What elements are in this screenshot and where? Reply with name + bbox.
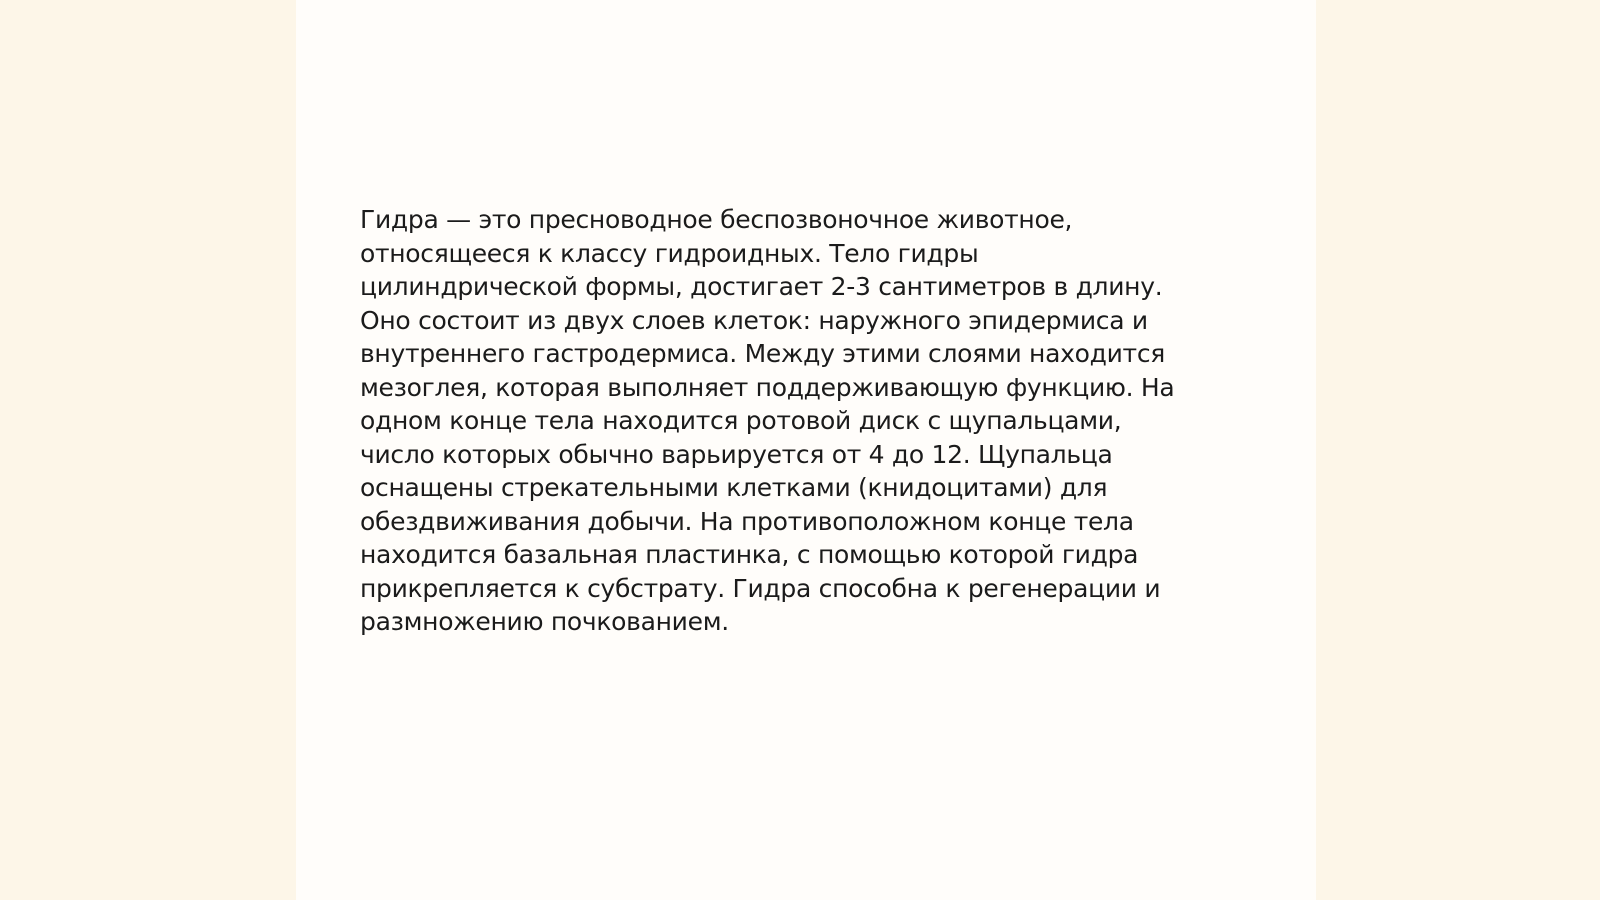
paragraph-line: Оно состоит из двух слоев клеток: наружного эпидермиса и [360,305,1148,335]
paragraph-line: оснащены стрекательными клетками (книдоцитами) для [360,473,1108,502]
slide [296,0,1316,900]
paragraph-line: одном конце тела находится ротовой диск с щупальцами, [360,406,1122,435]
body-paragraph [360,203,1240,639]
paragraph-line: цилиндрической формы, достигает 2-3 сантиметров в длину. [360,272,1163,301]
paragraph-line: относящееся к классу гидроидных. Тело гидры [360,238,979,268]
paragraph-line: Гидра — это пресноводное беспозвоночное животное, [360,205,1073,234]
paragraph-line: число которых обычно варьируется от 4 до 12. Щупальца [360,439,1113,469]
paragraph-line: прикрепляется к субстрату. Гидра способна к регенерации и [360,573,1161,603]
paragraph-line: внутреннего гастродермиса. Между этими слоями находится [360,339,1165,368]
paragraph-line: мезоглея, которая выполняет поддерживающую функцию. На [360,372,1175,402]
paragraph-line: находится базальная пластинка, с помощью которой гидра [360,540,1139,569]
paragraph-line: размножению почкованием. [360,607,729,636]
paragraph-line: обездвиживания добычи. На противоположном конце тела [360,506,1134,536]
